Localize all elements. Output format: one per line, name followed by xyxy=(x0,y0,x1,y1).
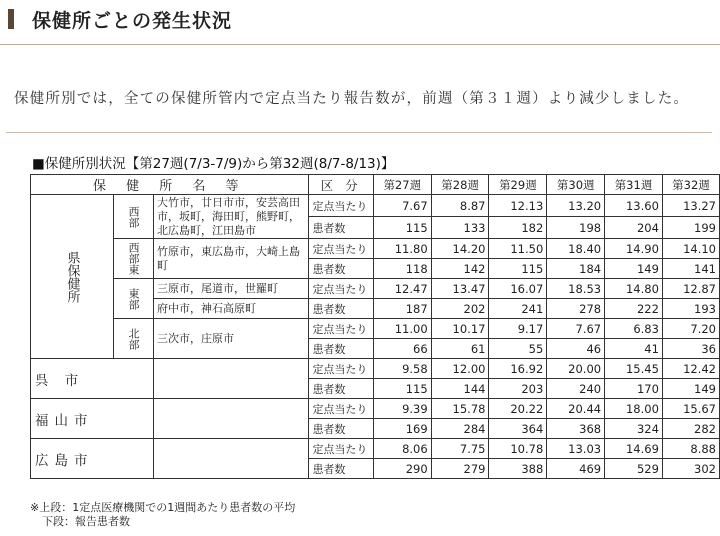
rate-label: 定点当たり xyxy=(309,359,373,379)
count-value: 149 xyxy=(605,259,663,279)
count-value: 278 xyxy=(547,299,605,319)
rate-value: 18.53 xyxy=(547,279,605,299)
rate-value: 13.27 xyxy=(662,195,719,217)
rate-label: 定点当たり xyxy=(309,319,373,339)
rate-value: 15.67 xyxy=(662,399,719,419)
header-week: 第32週 xyxy=(662,175,719,195)
table-row xyxy=(31,399,720,419)
count-value: 170 xyxy=(605,379,663,399)
city-label: 広島市 xyxy=(31,439,154,479)
count-value: 282 xyxy=(662,419,719,439)
rate-value: 13.47 xyxy=(431,279,489,299)
rate-value: 12.42 xyxy=(662,359,719,379)
rate-value: 7.67 xyxy=(373,195,431,217)
rate-value: 10.78 xyxy=(489,439,547,459)
count-value: 36 xyxy=(662,339,719,359)
count-value: 198 xyxy=(547,217,605,239)
count-value: 41 xyxy=(605,339,663,359)
count-value: 388 xyxy=(489,459,547,479)
count-label: 患者数 xyxy=(309,339,373,359)
table-row xyxy=(31,195,720,217)
health-center-table xyxy=(30,174,720,479)
count-value: 241 xyxy=(489,299,547,319)
header-week: 第29週 xyxy=(489,175,547,195)
count-value: 324 xyxy=(605,419,663,439)
rate-value: 14.69 xyxy=(605,439,663,459)
rate-label: 定点当たり xyxy=(309,399,373,419)
header-name: 保 健 所 名 等 xyxy=(31,175,309,195)
count-label: 患者数 xyxy=(309,217,373,239)
count-value: 279 xyxy=(431,459,489,479)
cities-cell: 大竹市，廿日市市，安芸高田市，坂町，海田町，熊野町，北広島町，江田島市 xyxy=(154,195,309,239)
count-value: 302 xyxy=(662,459,719,479)
count-value: 149 xyxy=(662,379,719,399)
count-value: 469 xyxy=(547,459,605,479)
header-kubun: 区 分 xyxy=(309,175,373,195)
rate-value: 18.40 xyxy=(547,239,605,259)
table-row xyxy=(31,359,720,379)
table-note xyxy=(30,501,295,529)
rate-value: 14.90 xyxy=(605,239,663,259)
intro-text: 保健所別では，全ての保健所管内で定点当たり報告数が，前週（第３１週）より減少しました。 xyxy=(14,91,690,107)
rate-value: 8.06 xyxy=(373,439,431,459)
rate-value: 15.78 xyxy=(431,399,489,419)
rate-value: 20.00 xyxy=(547,359,605,379)
city-label: 呉 市 xyxy=(31,359,154,399)
rate-value: 14.20 xyxy=(431,239,489,259)
count-value: 46 xyxy=(547,339,605,359)
count-label: 患者数 xyxy=(309,299,373,319)
count-value: 204 xyxy=(605,217,663,239)
cities-cell xyxy=(154,439,309,479)
rate-value: 7.75 xyxy=(431,439,489,459)
count-value: 133 xyxy=(431,217,489,239)
table-row xyxy=(31,239,720,259)
rate-value: 13.20 xyxy=(547,195,605,217)
cities-cell: 竹原市，東広島市，大崎上島町 xyxy=(154,239,309,279)
table-row xyxy=(31,319,720,339)
rate-value: 11.50 xyxy=(489,239,547,259)
group-label: 西部東 xyxy=(114,239,154,279)
count-value: 115 xyxy=(489,259,547,279)
group-label: 東部 xyxy=(114,279,154,319)
rate-value: 13.60 xyxy=(605,195,663,217)
header-row xyxy=(31,175,720,195)
table-caption: ■保健所別状況【第27週(7/3-7/9)から第32週(8/7-8/13)】 xyxy=(32,156,395,172)
rate-label: 定点当たり xyxy=(309,195,373,217)
count-value: 184 xyxy=(547,259,605,279)
rate-value: 14.80 xyxy=(605,279,663,299)
count-value: 187 xyxy=(373,299,431,319)
count-value: 115 xyxy=(373,379,431,399)
count-value: 202 xyxy=(431,299,489,319)
cities-cell xyxy=(154,359,309,399)
cities-cell: 三次市，庄原市 xyxy=(154,319,309,359)
rate-value: 18.00 xyxy=(605,399,663,419)
count-value: 203 xyxy=(489,379,547,399)
count-value: 66 xyxy=(373,339,431,359)
header-week: 第28週 xyxy=(431,175,489,195)
rate-value: 13.03 xyxy=(547,439,605,459)
rate-value: 11.80 xyxy=(373,239,431,259)
rate-value: 11.00 xyxy=(373,319,431,339)
count-value: 144 xyxy=(431,379,489,399)
count-value: 169 xyxy=(373,419,431,439)
count-value: 141 xyxy=(662,259,719,279)
count-value: 222 xyxy=(605,299,663,319)
rate-value: 16.92 xyxy=(489,359,547,379)
rate-value: 15.45 xyxy=(605,359,663,379)
count-label: 患者数 xyxy=(309,419,373,439)
rate-label: 定点当たり xyxy=(309,439,373,459)
count-label: 患者数 xyxy=(309,459,373,479)
count-value: 142 xyxy=(431,259,489,279)
rate-value: 12.47 xyxy=(373,279,431,299)
cities-cell: 府中市，神石高原町 xyxy=(154,299,309,319)
count-value: 61 xyxy=(431,339,489,359)
count-value: 193 xyxy=(662,299,719,319)
rate-value: 8.87 xyxy=(431,195,489,217)
note-line: 下段：報告患者数 xyxy=(42,515,130,528)
rate-value: 10.17 xyxy=(431,319,489,339)
page-title: 保健所ごとの発生状況 xyxy=(32,10,233,32)
header-week: 第27週 xyxy=(373,175,431,195)
count-value: 240 xyxy=(547,379,605,399)
count-label: 患者数 xyxy=(309,259,373,279)
count-value: 284 xyxy=(431,419,489,439)
rate-value: 12.87 xyxy=(662,279,719,299)
rate-value: 6.83 xyxy=(605,319,663,339)
rate-value: 20.44 xyxy=(547,399,605,419)
count-value: 55 xyxy=(489,339,547,359)
table-row xyxy=(31,439,720,459)
count-value: 529 xyxy=(605,459,663,479)
rate-value: 7.20 xyxy=(662,319,719,339)
cities-cell: 三原市，尾道市，世羅町 xyxy=(154,279,309,299)
count-value: 368 xyxy=(547,419,605,439)
section-heading xyxy=(0,0,720,45)
city-label: 福山市 xyxy=(31,399,154,439)
cities-cell xyxy=(154,399,309,439)
table-row xyxy=(31,279,720,299)
rate-value: 12.00 xyxy=(431,359,489,379)
rate-value: 9.58 xyxy=(373,359,431,379)
rate-label: 定点当たり xyxy=(309,239,373,259)
rate-value: 9.17 xyxy=(489,319,547,339)
rate-value: 20.22 xyxy=(489,399,547,419)
rate-value: 9.39 xyxy=(373,399,431,419)
count-value: 115 xyxy=(373,217,431,239)
header-week: 第31週 xyxy=(605,175,663,195)
count-label: 患者数 xyxy=(309,379,373,399)
rate-value: 16.07 xyxy=(489,279,547,299)
count-value: 290 xyxy=(373,459,431,479)
rate-value: 7.67 xyxy=(547,319,605,339)
count-value: 118 xyxy=(373,259,431,279)
header-week: 第30週 xyxy=(547,175,605,195)
count-value: 364 xyxy=(489,419,547,439)
rate-value: 14.10 xyxy=(662,239,719,259)
rate-value: 8.88 xyxy=(662,439,719,459)
note-line: ※上段：1定点医療機関での1週間あたり患者数の平均 xyxy=(30,501,296,514)
group-label: 西部 xyxy=(114,195,154,239)
rate-value: 12.13 xyxy=(489,195,547,217)
heading-marker xyxy=(8,9,14,29)
rate-label: 定点当たり xyxy=(309,279,373,299)
group-label: 北部 xyxy=(114,319,154,359)
count-value: 182 xyxy=(489,217,547,239)
count-value: 199 xyxy=(662,217,719,239)
prefecture-label: 県保健所 xyxy=(31,195,114,359)
